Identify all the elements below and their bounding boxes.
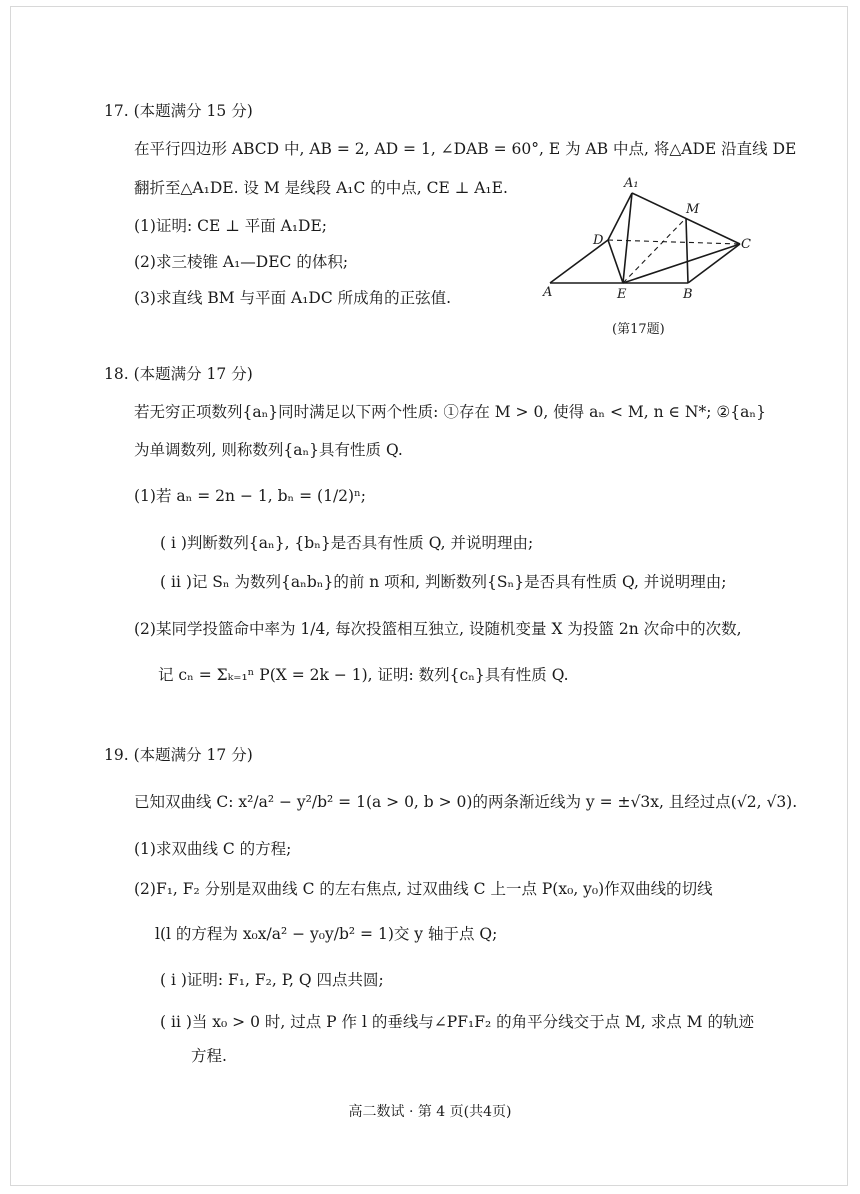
q17-part-2: (2)求三棱锥 A₁—DEC 的体积; — [134, 253, 349, 271]
edge-EC — [623, 244, 740, 283]
q19-part-2-ii-cont: 方程. — [191, 1047, 227, 1065]
q18-header: 18. (本题满分 17 分) — [104, 365, 253, 383]
q17-line-2: 翻折至△A₁DE. 设 M 是线段 A₁C 的中点, CE ⊥ A₁E. — [134, 179, 508, 197]
q18-part-1: (1)若 aₙ = 2n − 1, bₙ = (1/2)ⁿ; — [134, 487, 367, 505]
q17-line-1: 在平行四边形 ABCD 中, AB = 2, AD = 1, ∠DAB = 60°, E 为 AB 中点, 将△ADE 沿直线 DE — [134, 140, 797, 158]
edge-BC — [688, 244, 740, 283]
edge-DE — [608, 240, 623, 283]
q17-header: 17. (本题满分 15 分) — [104, 102, 253, 120]
q18-line-1: 若无穷正项数列{aₙ}同时满足以下两个性质: ①存在 M > 0, 使得 aₙ < M, n ∈ N*; ②{aₙ} — [134, 403, 766, 421]
q19-part-2-cont: l(l 的方程为 x₀x/a² − y₀y/b² = 1)交 y 轴于点 Q; — [155, 925, 498, 943]
q19-part-2: (2)F₁, F₂ 分别是双曲线 C 的左右焦点, 过双曲线 C 上一点 P(x₀, y₀)作双曲线的切线 — [134, 880, 713, 898]
page-footer: 高二数试 · 第 4 页(共4页) — [348, 1104, 512, 1120]
edge-MB — [686, 218, 688, 283]
label-C: C — [741, 237, 751, 252]
label-E: E — [617, 287, 627, 302]
q18-line-2: 为单调数列, 则称数列{aₙ}具有性质 Q. — [134, 441, 403, 459]
q17-figure-caption: (第17题) — [612, 322, 665, 337]
q19-part-2-ii: ( ⅱ )当 x₀ > 0 时, 过点 P 作 l 的垂线与∠PF₁F₂ 的角平分线交于点 M, 求点 M 的轨迹 — [160, 1013, 754, 1031]
label-A: A — [543, 285, 553, 300]
q19-part-1: (1)求双曲线 C 的方程; — [134, 840, 292, 858]
q17-figure — [530, 168, 790, 338]
label-M: M — [686, 202, 700, 217]
q19-header: 19. (本题满分 17 分) — [104, 746, 253, 764]
q17-part-1: (1)证明: CE ⊥ 平面 A₁DE; — [134, 217, 328, 235]
label-B: B — [683, 287, 693, 302]
q17-part-3: (3)求直线 BM 与平面 A₁DC 所成角的正弦值. — [134, 289, 452, 307]
q18-part-1-i: ( ⅰ )判断数列{aₙ}, {bₙ}是否具有性质 Q, 并说明理由; — [160, 534, 534, 552]
q18-part-2-cont: 记 cₙ = Σₖ₌₁ⁿ P(X = 2k − 1), 证明: 数列{cₙ}具有性质 Q. — [158, 666, 569, 684]
q19-line-1: 已知双曲线 C: x²/a² − y²/b² = 1(a > 0, b > 0)的两条渐近线为 y = ±√3x, 且经过点(√2, √3). — [134, 793, 798, 811]
q18-part-2: (2)某同学投篮命中率为 1/4, 每次投篮相互独立, 设随机变量 X 为投篮 2n 次命中的次数, — [134, 620, 742, 638]
label-D: D — [593, 233, 604, 248]
label-A1: A₁ — [624, 176, 639, 191]
q19-part-2-i: ( ⅰ )证明: F₁, F₂, P, Q 四点共圆; — [160, 971, 384, 989]
q18-part-1-ii: ( ⅱ )记 Sₙ 为数列{aₙbₙ}的前 n 项和, 判断数列{Sₙ}是否具有性质 Q, 并说明理由; — [160, 573, 727, 591]
